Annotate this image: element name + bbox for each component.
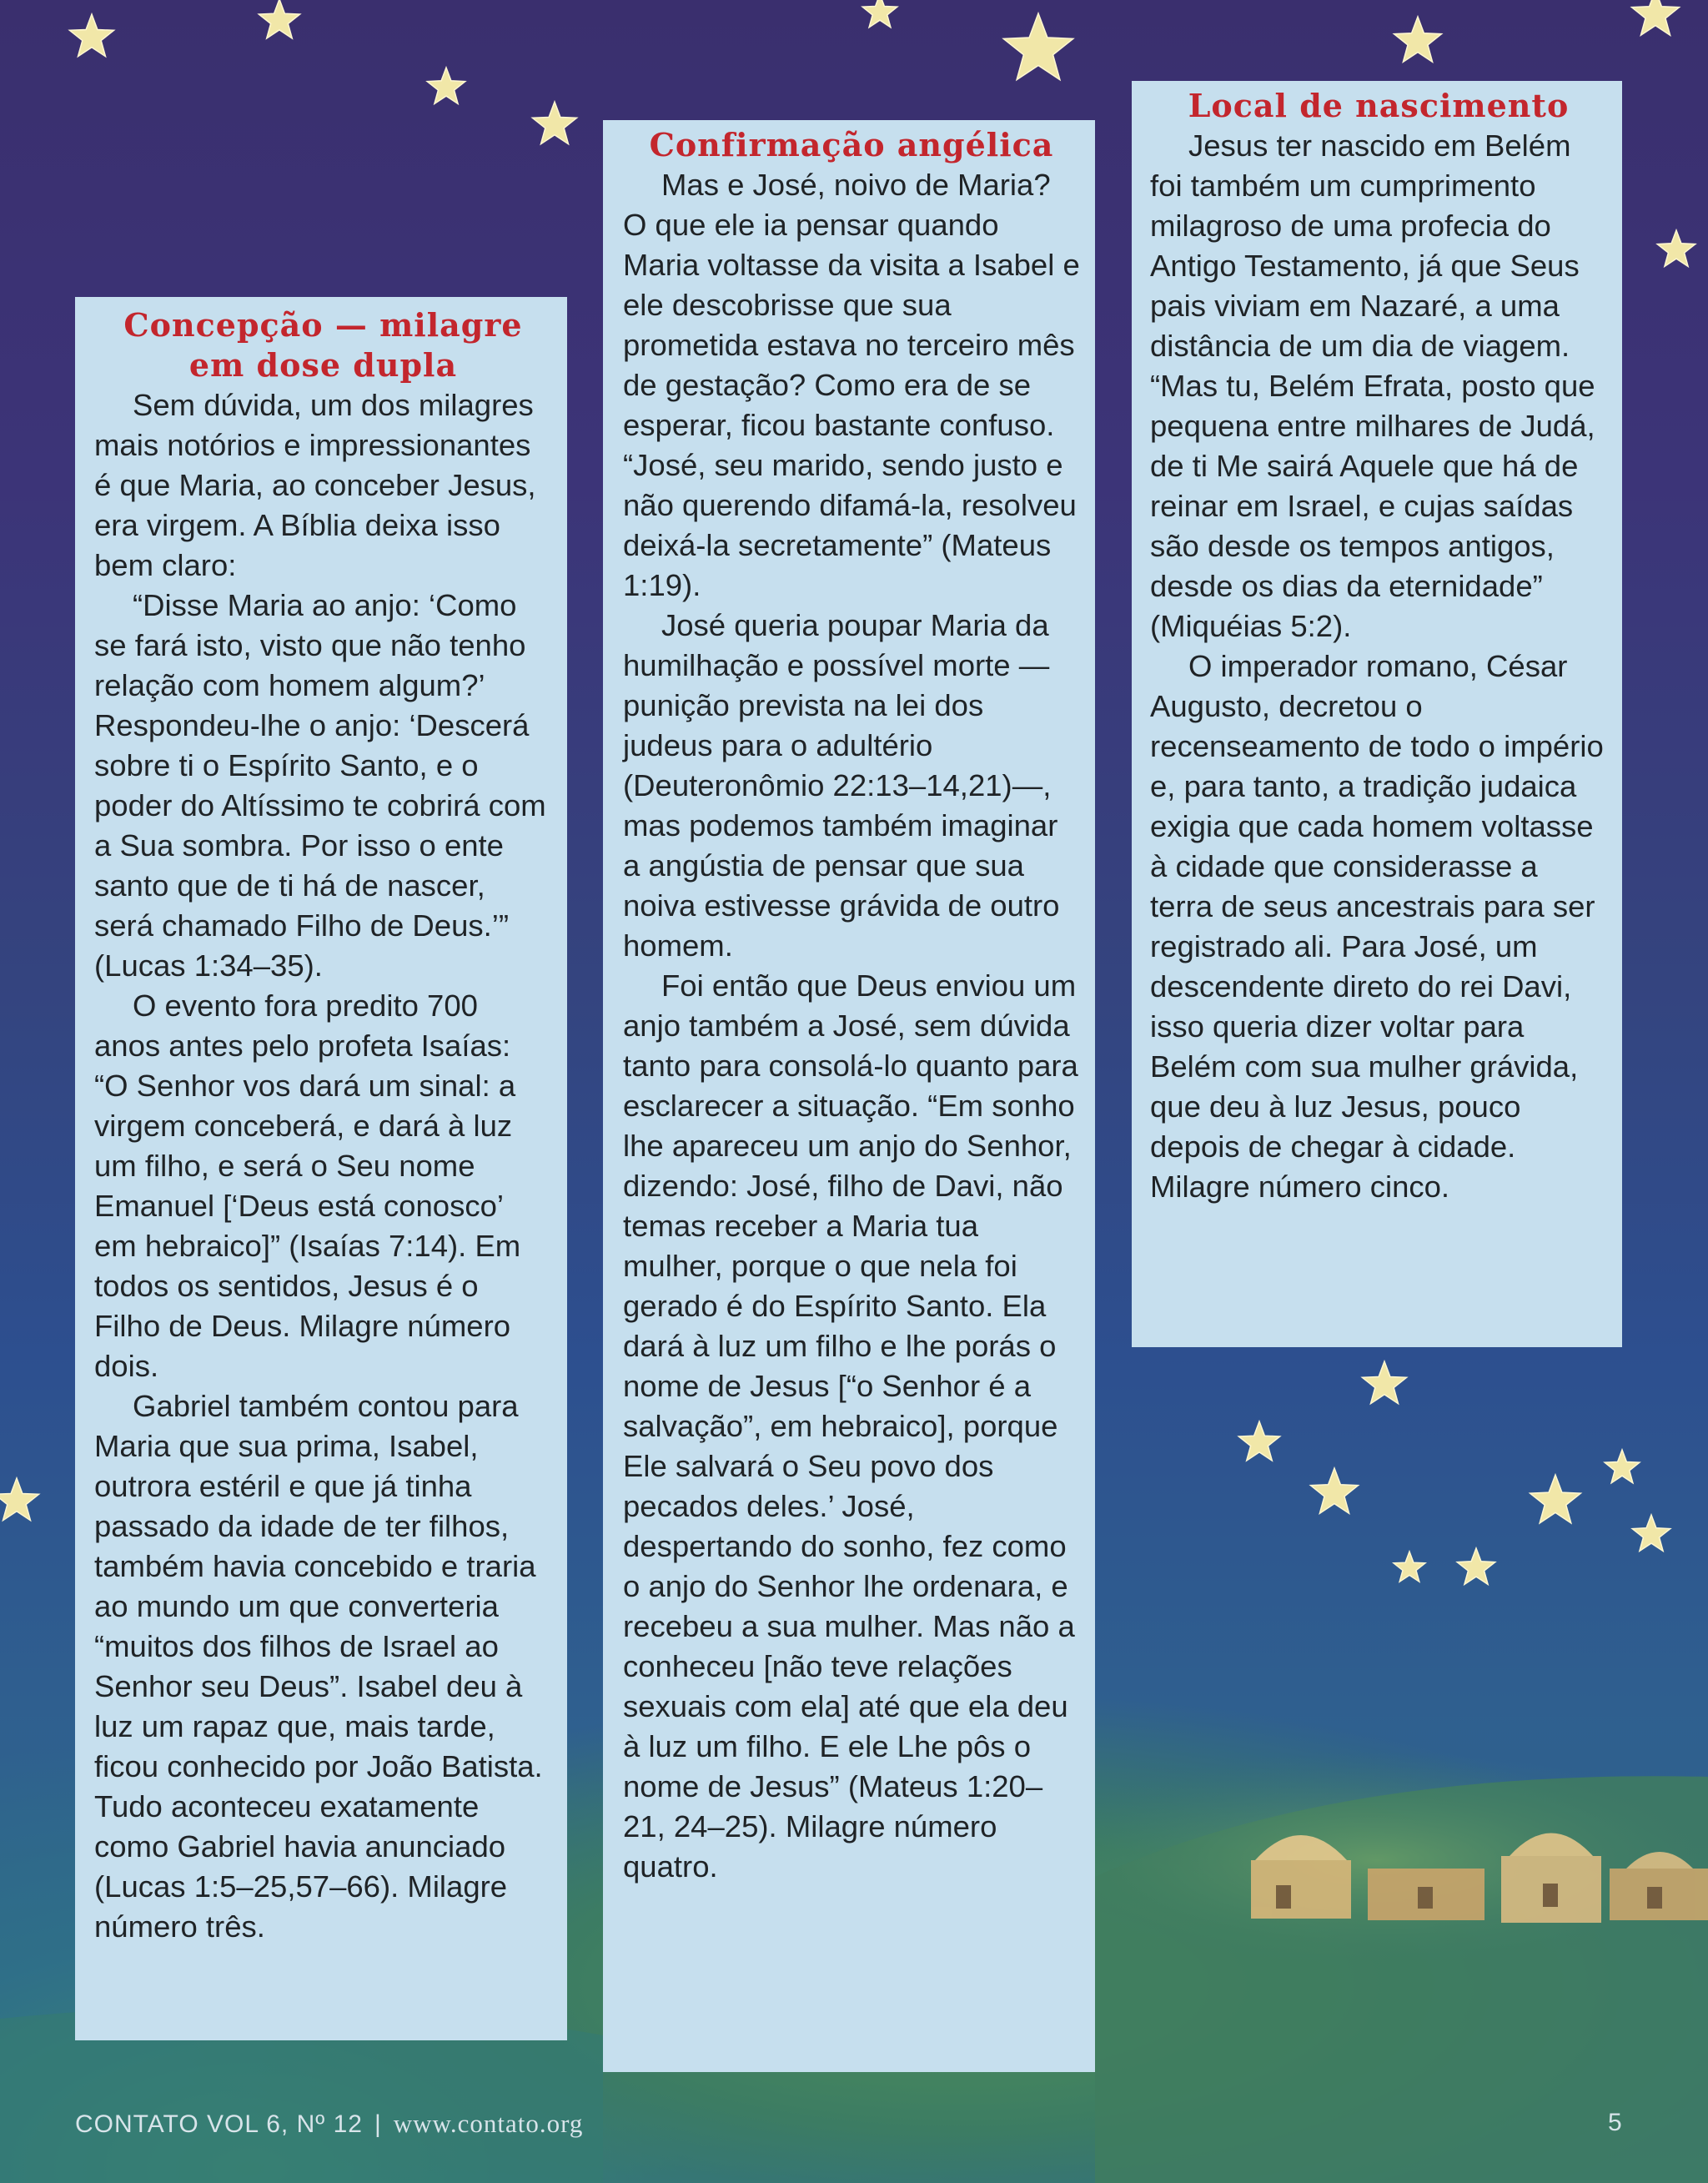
star-icon <box>1457 1548 1495 1584</box>
paragraph: José queria poupar Maria da humilhação e possível morte — punição prevista na lei dos judeus para o adultério (Deuteronômio 22:13–14,21)—, mas podemos também imaginar a angústia de pensar que sua noiva estivesse grávida de outro homem. <box>623 608 1060 963</box>
footer-publication-info <box>75 2109 583 2139</box>
paragraph: O evento fora predito 700 anos antes pelo profeta Isaías: “O Senhor vos dará um sinal: a virgem conceberá, e dará à luz um filho, e será o Seu nome Emanuel [‘Deus está conosco’ em hebraico]” (Isaías 7:14). Em todos os sentidos, Jesus é o Filho de Deus. Milagre número dois. <box>94 988 521 1383</box>
article-column-birthplace <box>1132 81 1622 1347</box>
paragraph: Jesus ter nascido em Belém foi também um cumprimento milagroso de uma profecia do Antigo Testamento, já que Seus pais viviam em Nazaré, a uma distância de um dia de viagem. “Mas tu, Belém Efrata, posto que pequena entre milhares de Judá, de ti Me sairá Aquele que há de reinar em Israel, e cujas saídas são desde os tempos antigos, desde os dias da eternidade” (Miquéias 5:2). <box>1150 128 1595 643</box>
star-icon <box>1632 1515 1670 1551</box>
paragraph: “Disse Maria ao anjo: ‘Como se fará isto, visto que não tenho relação com homem algum?’ Respondeu-lhe o anjo: ‘Descerá sobre ti o Espírito Santo, e o poder do Altíssimo te cobrirá com a Sua sombra. Por isso o ente santo que de ti há de nascer, será chamado Filho de Deus.’” (Lucas 1:34–35). <box>94 588 546 983</box>
article-column-conception <box>75 297 567 2040</box>
star-icon <box>69 14 113 57</box>
star-icon <box>259 0 299 38</box>
star-icon <box>0 1478 39 1521</box>
star-icon <box>1362 1361 1406 1404</box>
article-column-angelic-confirmation <box>603 120 1095 2072</box>
star-icon <box>1530 1475 1581 1523</box>
star-icon <box>1238 1421 1279 1461</box>
star-icon <box>532 102 576 144</box>
star-icon <box>1003 13 1073 80</box>
section-heading-angelic-confirmation: Confirmação angélica <box>649 126 1054 163</box>
paragraph: Mas e José, noivo de Maria? O que ele ia pensar quando Maria voltasse da visita a Isabel e ele descobrisse que sua prometida estava no terceiro mês de gestação? Como era de se esperar, ficou bastante confuso. “José, seu marido, sendo justo e não querendo difamá-la, resolveu deixá-la secretamente” (Mateus 1:19). <box>623 168 1080 602</box>
star-icon <box>1311 1468 1359 1513</box>
paragraph: Gabriel também contou para Maria que sua prima, Isabel, outrora estéril e que já tinha passado da idade de ter filhos, também havia concebido e traria ao mundo um que converteria “muitos dos filhos de Israel ao Senhor seu Deus”. Isabel deu à luz um rapaz que, mais tarde, ficou conhecido por João Batista. Tudo aconteceu exatamente como Gabriel havia anunciado (Lucas 1:5–25,57–66). Milagre número três. <box>94 1389 543 1944</box>
page-number: 5 <box>1608 2109 1622 2136</box>
star-icon <box>1657 230 1695 266</box>
footer-separator: | <box>374 2110 382 2138</box>
paragraph: Sem dúvida, um dos milagres mais notórios e impressionantes é que Maria, ao conceber Jesus, era virgem. A Bíblia deixa isso bem claro: <box>94 388 536 582</box>
star-icon <box>1632 0 1680 35</box>
website-link[interactable]: www.contato.org <box>393 2109 584 2138</box>
star-icon <box>1394 1552 1425 1582</box>
paragraph: O imperador romano, César Augusto, decretou o recenseamento de todo o império e, para tanto, a tradição judaica exigia que cada homem voltasse à cidade que considerasse a terra de seus ancestrais para ser registrado ali. Para José, um descendente direto do rei Davi, isso queria dizer voltar para Belém com sua mulher grávida, que deu à luz Jesus, pouco depois de chegar à cidade. Milagre número cinco. <box>1150 649 1604 1204</box>
section-heading-birthplace: Local de nascimento <box>1188 87 1570 124</box>
star-icon <box>862 0 897 28</box>
star-icon <box>1605 1450 1640 1483</box>
star-icon <box>427 68 465 103</box>
paragraph: Foi então que Deus enviou um anjo também a José, sem dúvida tanto para consolá-lo quanto para esclarecer a situação. “Em sonho lhe apareceu um anjo do Senhor, dizendo: José, filho de Davi, não temas receber a Maria tua mulher, porque o que nela foi gerado é do Espírito Santo. Ela dará à luz um filho e lhe porás o nome de Jesus [“o Senhor é a salvação”, em hebraico], porque Ele salvará o Seu povo dos pecados deles.’ José, despertando do sonho, fez como o anjo do Senhor lhe ordenara, e recebeu a sua mulher. Mas não a conheceu [não teve relações sexuais com ela] até que ela deu à luz um filho. E ele Lhe pôs o nome de Jesus” (Mateus 1:20–21, 24–25). Milagre número quatro. <box>623 968 1078 1884</box>
publication-name: CONTATO VOL 6, Nº 12 <box>75 2110 363 2138</box>
star-icon <box>1394 17 1442 62</box>
section-heading-conception: Concepção — milagre em dose dupla <box>123 306 523 384</box>
